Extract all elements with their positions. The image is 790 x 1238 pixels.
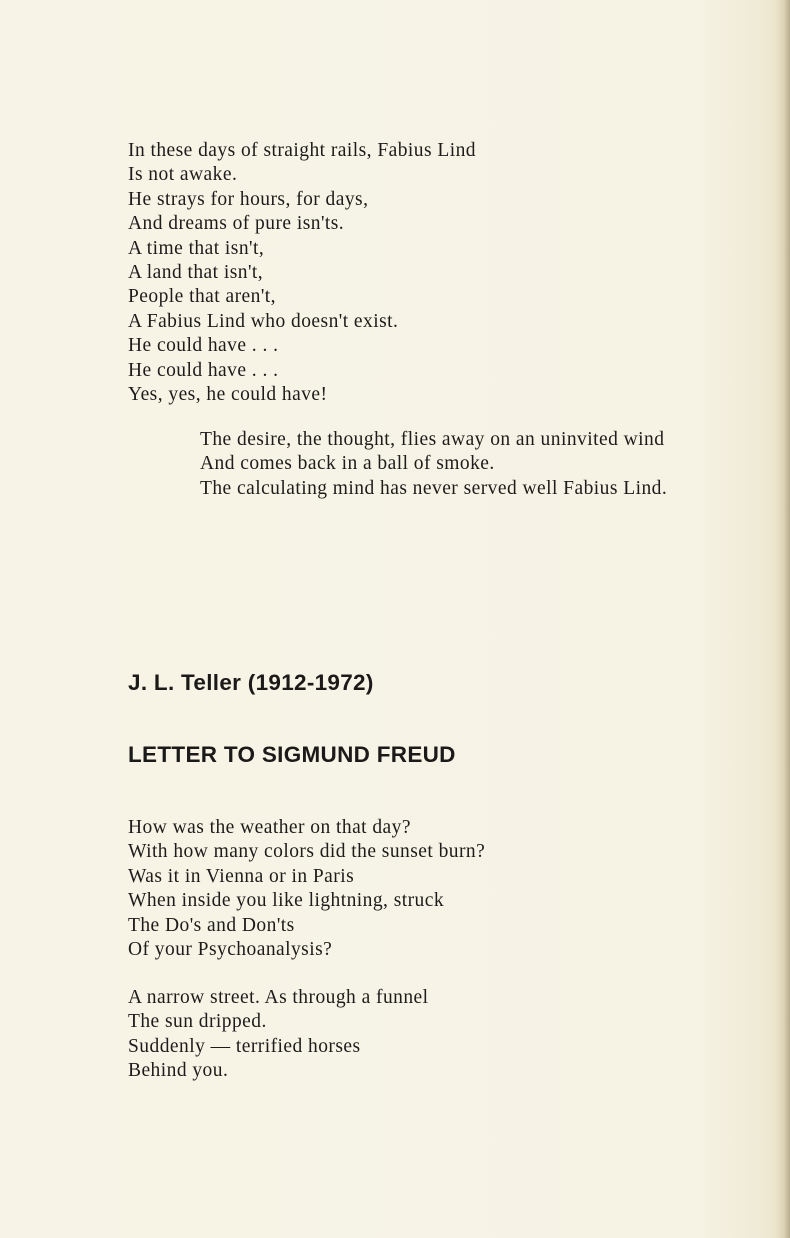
poem-line: With how many colors did the sunset burn? (128, 841, 486, 863)
poem-one-stanza-1 (128, 139, 476, 407)
poem-line: A land that isn't, (128, 261, 264, 283)
poem-line: And comes back in a ball of smoke. (200, 453, 495, 475)
poem-line: How was the weather on that day? (128, 817, 411, 838)
poem-line: A Fabius Lind who doesn't exist. (128, 310, 399, 332)
poem-line: He strays for hours, for days, (128, 188, 369, 210)
poem-two-stanza-1 (128, 816, 485, 962)
poem-line: Was it in Vienna or in Paris (128, 865, 355, 887)
poem-line: When inside you like lightning, struck (128, 890, 445, 912)
page-edge-shadow (776, 0, 790, 1238)
poem-line: Yes, yes, he could have! (128, 383, 328, 405)
poem-line: Suddenly — terrified horses (128, 1035, 361, 1057)
poem-line: Behind you. (128, 1060, 229, 1082)
poem-two-title: LETTER TO SIGMUND FREUD (128, 742, 456, 767)
poem-line: The calculating mind has never served well Fabius Lind. (200, 477, 668, 499)
author-heading: J. L. Teller (1912-1972) (128, 670, 374, 695)
poem-one-stanza-2 (200, 428, 667, 501)
poem-line: People that aren't, (128, 286, 276, 308)
poem-line: He could have . . . (128, 359, 279, 381)
poem-two-stanza-2 (128, 986, 429, 1084)
poem-line: A time that isn't, (128, 237, 265, 259)
poem-line: The desire, the thought, flies away on an uninvited wind (200, 429, 665, 450)
poem-line: He could have . . . (128, 335, 279, 357)
poem-line: The Do's and Don'ts (128, 914, 295, 936)
poem-line: Of your Psychoanalysis? (128, 938, 333, 960)
poem-line: In these days of straight rails, Fabius Lind (128, 140, 476, 161)
poem-line: The sun dripped. (128, 1011, 267, 1033)
poem-line: Is not awake. (128, 164, 238, 186)
poem-line: A narrow street. As through a funnel (128, 987, 429, 1008)
poem-line: And dreams of pure isn'ts. (128, 213, 345, 235)
